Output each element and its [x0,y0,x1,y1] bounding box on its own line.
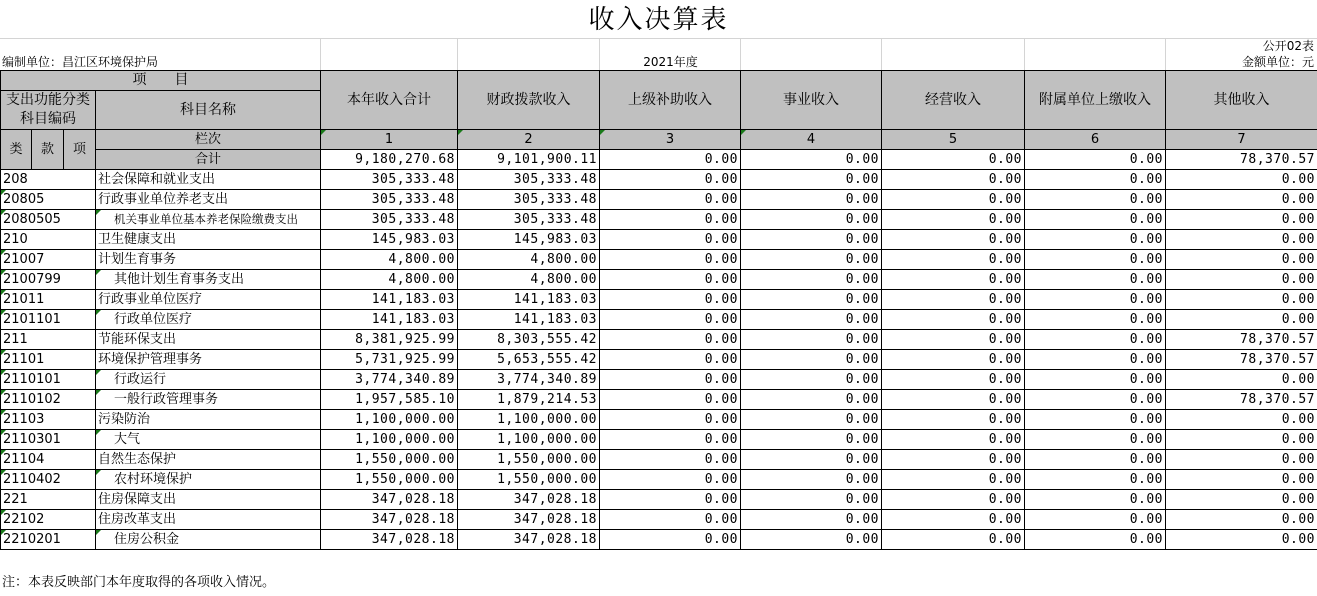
table-row [1,390,1317,410]
row-code: 2110101 [1,370,96,390]
row-code: 2110301 [1,430,96,450]
row-value: 0.00 [600,210,741,230]
row-value: 0.00 [741,210,882,230]
row-name: 节能环保支出 [96,330,321,350]
row-value: 0.00 [741,510,882,530]
row-value: 4,800.00 [321,270,458,290]
footnote: 注：本表反映部门本年度取得的各项收入情况。 [2,575,276,590]
col-num-4: 4 [741,130,882,150]
row-code: 208 [1,170,96,190]
row-value: 0.00 [1166,230,1317,250]
row-value: 0.00 [1166,210,1317,230]
row-value: 0.00 [600,290,741,310]
row-code: 2100799 [1,270,96,290]
row-value: 0.00 [741,410,882,430]
header-col-2: 财政拨款收入 [458,71,600,130]
row-value: 0.00 [1166,450,1317,470]
row-name: 污染防治 [96,410,321,430]
table-row [1,370,1317,390]
row-name: 住房保障支出 [96,490,321,510]
header-col-4: 事业收入 [741,71,882,130]
row-value: 0.00 [741,250,882,270]
row-value: 0.00 [1025,330,1166,350]
row-value: 8,303,555.42 [458,330,600,350]
row-value: 0.00 [1025,370,1166,390]
row-name: 社会保障和就业支出 [96,170,321,190]
row-value: 0.00 [741,350,882,370]
table-row [1,490,1317,510]
row-value: 0.00 [1166,290,1317,310]
fiscal-year: 2021年度 [643,55,698,69]
row-value: 1,100,000.00 [458,410,600,430]
row-value: 0.00 [882,210,1025,230]
row-value: 305,333.48 [321,170,458,190]
table-row [1,350,1317,370]
header-row-lanci [1,130,1317,150]
row-name: 机关事业单位基本养老保险缴费支出 [96,210,321,230]
table-row [1,170,1317,190]
row-name: 农村环境保护 [96,470,321,490]
row-name: 一般行政管理事务 [96,390,321,410]
row-code: 22102 [1,510,96,530]
row-value: 347,028.18 [458,510,600,530]
row-value: 5,653,555.42 [458,350,600,370]
row-value: 0.00 [600,390,741,410]
row-value: 1,100,000.00 [458,430,600,450]
row-name: 行政事业单位医疗 [96,290,321,310]
row-value: 0.00 [1025,250,1166,270]
row-value: 145,983.03 [458,230,600,250]
row-name: 卫生健康支出 [96,230,321,250]
row-value: 0.00 [1025,510,1166,530]
row-value: 141,183.03 [458,310,600,330]
row-value: 0.00 [600,170,741,190]
row-value: 0.00 [741,490,882,510]
row-code: 21103 [1,410,96,430]
total-label: 合计 [96,150,321,170]
row-value: 0.00 [600,190,741,210]
row-value: 0.00 [882,390,1025,410]
row-name: 计划生育事务 [96,250,321,270]
header-item: 项 目 [1,71,321,91]
grid-line [0,38,1317,39]
col-num-2: 2 [458,130,600,150]
header-col-5: 经营收入 [882,71,1025,130]
total-row [1,150,1317,170]
row-value: 0.00 [882,330,1025,350]
row-value: 0.00 [1025,190,1166,210]
table-row [1,410,1317,430]
row-value: 0.00 [882,510,1025,530]
row-value: 0.00 [741,530,882,550]
row-value: 141,183.03 [321,290,458,310]
row-value: 0.00 [741,430,882,450]
row-name: 行政单位医疗 [96,310,321,330]
row-value: 0.00 [741,290,882,310]
row-value: 141,183.03 [321,310,458,330]
row-value: 347,028.18 [458,490,600,510]
total-value: 0.00 [882,150,1025,170]
row-value: 0.00 [1166,510,1317,530]
row-name: 大气 [96,430,321,450]
row-value: 0.00 [882,490,1025,510]
row-value: 4,800.00 [458,250,600,270]
row-value: 0.00 [600,330,741,350]
row-value: 1,957,585.10 [321,390,458,410]
total-value: 0.00 [1025,150,1166,170]
table-row [1,270,1317,290]
header-kuan: 款 [32,130,64,170]
row-name: 住房公积金 [96,530,321,550]
row-code: 2110402 [1,470,96,490]
row-value: 0.00 [1025,290,1166,310]
row-name: 行政运行 [96,370,321,390]
table-row [1,310,1317,330]
row-value: 3,774,340.89 [321,370,458,390]
row-value: 0.00 [882,430,1025,450]
total-value: 9,101,900.11 [458,150,600,170]
row-value: 0.00 [882,190,1025,210]
row-value: 0.00 [741,310,882,330]
row-code: 221 [1,490,96,510]
header-col-6: 附属单位上缴收入 [1025,71,1166,130]
header-col-3: 上级补助收入 [600,71,741,130]
row-value: 0.00 [600,530,741,550]
header-lanci: 栏次 [96,130,321,150]
row-value: 0.00 [741,390,882,410]
row-code: 210 [1,230,96,250]
row-value: 305,333.48 [321,210,458,230]
header-col-1: 本年收入合计 [321,71,458,130]
row-value: 0.00 [1025,450,1166,470]
row-value: 0.00 [1025,410,1166,430]
row-code: 21007 [1,250,96,270]
col-num-6: 6 [1025,130,1166,150]
row-code: 2110102 [1,390,96,410]
row-value: 0.00 [600,230,741,250]
compiling-unit: 编制单位：昌江区环境保护局 [2,55,159,69]
table-row [1,510,1317,530]
row-value: 0.00 [882,270,1025,290]
row-value: 0.00 [1166,410,1317,430]
row-value: 347,028.18 [458,530,600,550]
row-value: 0.00 [882,370,1025,390]
row-value: 305,333.48 [458,210,600,230]
table-row [1,450,1317,470]
row-value: 0.00 [1025,430,1166,450]
row-value: 0.00 [1166,370,1317,390]
header-col-7: 其他收入 [1166,71,1317,130]
header-code-group: 支出功能分类科目编码 [1,91,96,130]
row-value: 305,333.48 [458,190,600,210]
row-value: 0.00 [1166,270,1317,290]
row-code: 21104 [1,450,96,470]
row-name: 住房改革支出 [96,510,321,530]
table-row [1,230,1317,250]
row-value: 0.00 [1025,490,1166,510]
row-value: 0.00 [1166,490,1317,510]
row-value: 4,800.00 [321,250,458,270]
row-value: 0.00 [1025,350,1166,370]
row-value: 0.00 [741,190,882,210]
row-value: 0.00 [1025,270,1166,290]
row-value: 0.00 [882,350,1025,370]
row-value: 0.00 [1166,170,1317,190]
row-value: 0.00 [600,430,741,450]
report-title: 收入决算表 [588,5,729,35]
row-value: 347,028.18 [321,530,458,550]
header-row-1 [1,71,1317,91]
table-row [1,190,1317,210]
row-value: 305,333.48 [321,190,458,210]
row-value: 347,028.18 [321,490,458,510]
row-value: 1,550,000.00 [321,470,458,490]
row-code: 2210201 [1,530,96,550]
row-value: 0.00 [741,450,882,470]
total-value: 0.00 [600,150,741,170]
row-value: 1,550,000.00 [458,470,600,490]
row-value: 1,100,000.00 [321,430,458,450]
row-value: 145,983.03 [321,230,458,250]
row-value: 0.00 [600,350,741,370]
row-value: 0.00 [741,370,882,390]
row-value: 1,550,000.00 [458,450,600,470]
table-row [1,290,1317,310]
row-value: 0.00 [600,410,741,430]
row-value: 0.00 [1166,530,1317,550]
col-num-7: 7 [1166,130,1317,150]
total-value: 78,370.57 [1166,150,1317,170]
row-value: 0.00 [882,470,1025,490]
row-value: 0.00 [600,450,741,470]
row-value: 78,370.57 [1166,330,1317,350]
row-value: 0.00 [741,330,882,350]
table-row [1,210,1317,230]
row-value: 0.00 [600,310,741,330]
header-xiang: 项 [64,130,96,170]
row-value: 0.00 [1025,230,1166,250]
row-code: 2080505 [1,210,96,230]
row-value: 347,028.18 [321,510,458,530]
col-num-5: 5 [882,130,1025,150]
table-row [1,250,1317,270]
row-value: 78,370.57 [1166,350,1317,370]
row-name: 自然生态保护 [96,450,321,470]
row-name: 行政事业单位养老支出 [96,190,321,210]
row-value: 0.00 [741,230,882,250]
row-value: 0.00 [1025,310,1166,330]
row-code: 20805 [1,190,96,210]
row-value: 8,381,925.99 [321,330,458,350]
table-row [1,430,1317,450]
row-value: 1,550,000.00 [321,450,458,470]
header-name: 科目名称 [96,91,321,130]
row-name: 其他计划生育事务支出 [96,270,321,290]
row-value: 5,731,925.99 [321,350,458,370]
row-value: 0.00 [741,170,882,190]
row-value: 0.00 [1166,190,1317,210]
row-value: 0.00 [600,270,741,290]
total-value: 9,180,270.68 [321,150,458,170]
row-value: 0.00 [882,230,1025,250]
row-value: 141,183.03 [458,290,600,310]
row-value: 0.00 [882,410,1025,430]
row-value: 0.00 [600,510,741,530]
row-value: 0.00 [1166,470,1317,490]
row-value: 0.00 [1025,210,1166,230]
row-value: 0.00 [1166,430,1317,450]
col-num-1: 1 [321,130,458,150]
row-value: 0.00 [1025,390,1166,410]
row-value: 0.00 [882,310,1025,330]
row-value: 78,370.57 [1166,390,1317,410]
income-table [0,70,1317,550]
money-unit: 金额单位：元 [1241,55,1314,69]
row-value: 4,800.00 [458,270,600,290]
row-value: 0.00 [882,530,1025,550]
row-value: 305,333.48 [458,170,600,190]
total-value: 0.00 [741,150,882,170]
row-code: 211 [1,330,96,350]
row-value: 1,100,000.00 [321,410,458,430]
row-value: 0.00 [1166,250,1317,270]
row-value: 0.00 [882,170,1025,190]
row-value: 0.00 [1025,470,1166,490]
row-value: 0.00 [600,250,741,270]
table-row [1,530,1317,550]
table-row [1,470,1317,490]
row-value: 0.00 [741,470,882,490]
row-value: 1,879,214.53 [458,390,600,410]
row-value: 0.00 [600,370,741,390]
row-code: 21101 [1,350,96,370]
row-value: 0.00 [741,270,882,290]
row-value: 0.00 [600,470,741,490]
row-value: 0.00 [882,450,1025,470]
table-row [1,330,1317,350]
row-value: 0.00 [882,250,1025,270]
row-value: 0.00 [1025,530,1166,550]
row-value: 3,774,340.89 [458,370,600,390]
form-number: 公开02表 [1262,39,1314,53]
header-lei: 类 [1,130,32,170]
row-code: 21011 [1,290,96,310]
row-value: 0.00 [882,290,1025,310]
col-num-3: 3 [600,130,741,150]
row-value: 0.00 [600,490,741,510]
row-code: 2101101 [1,310,96,330]
row-value: 0.00 [1025,170,1166,190]
row-name: 环境保护管理事务 [96,350,321,370]
row-value: 0.00 [1166,310,1317,330]
